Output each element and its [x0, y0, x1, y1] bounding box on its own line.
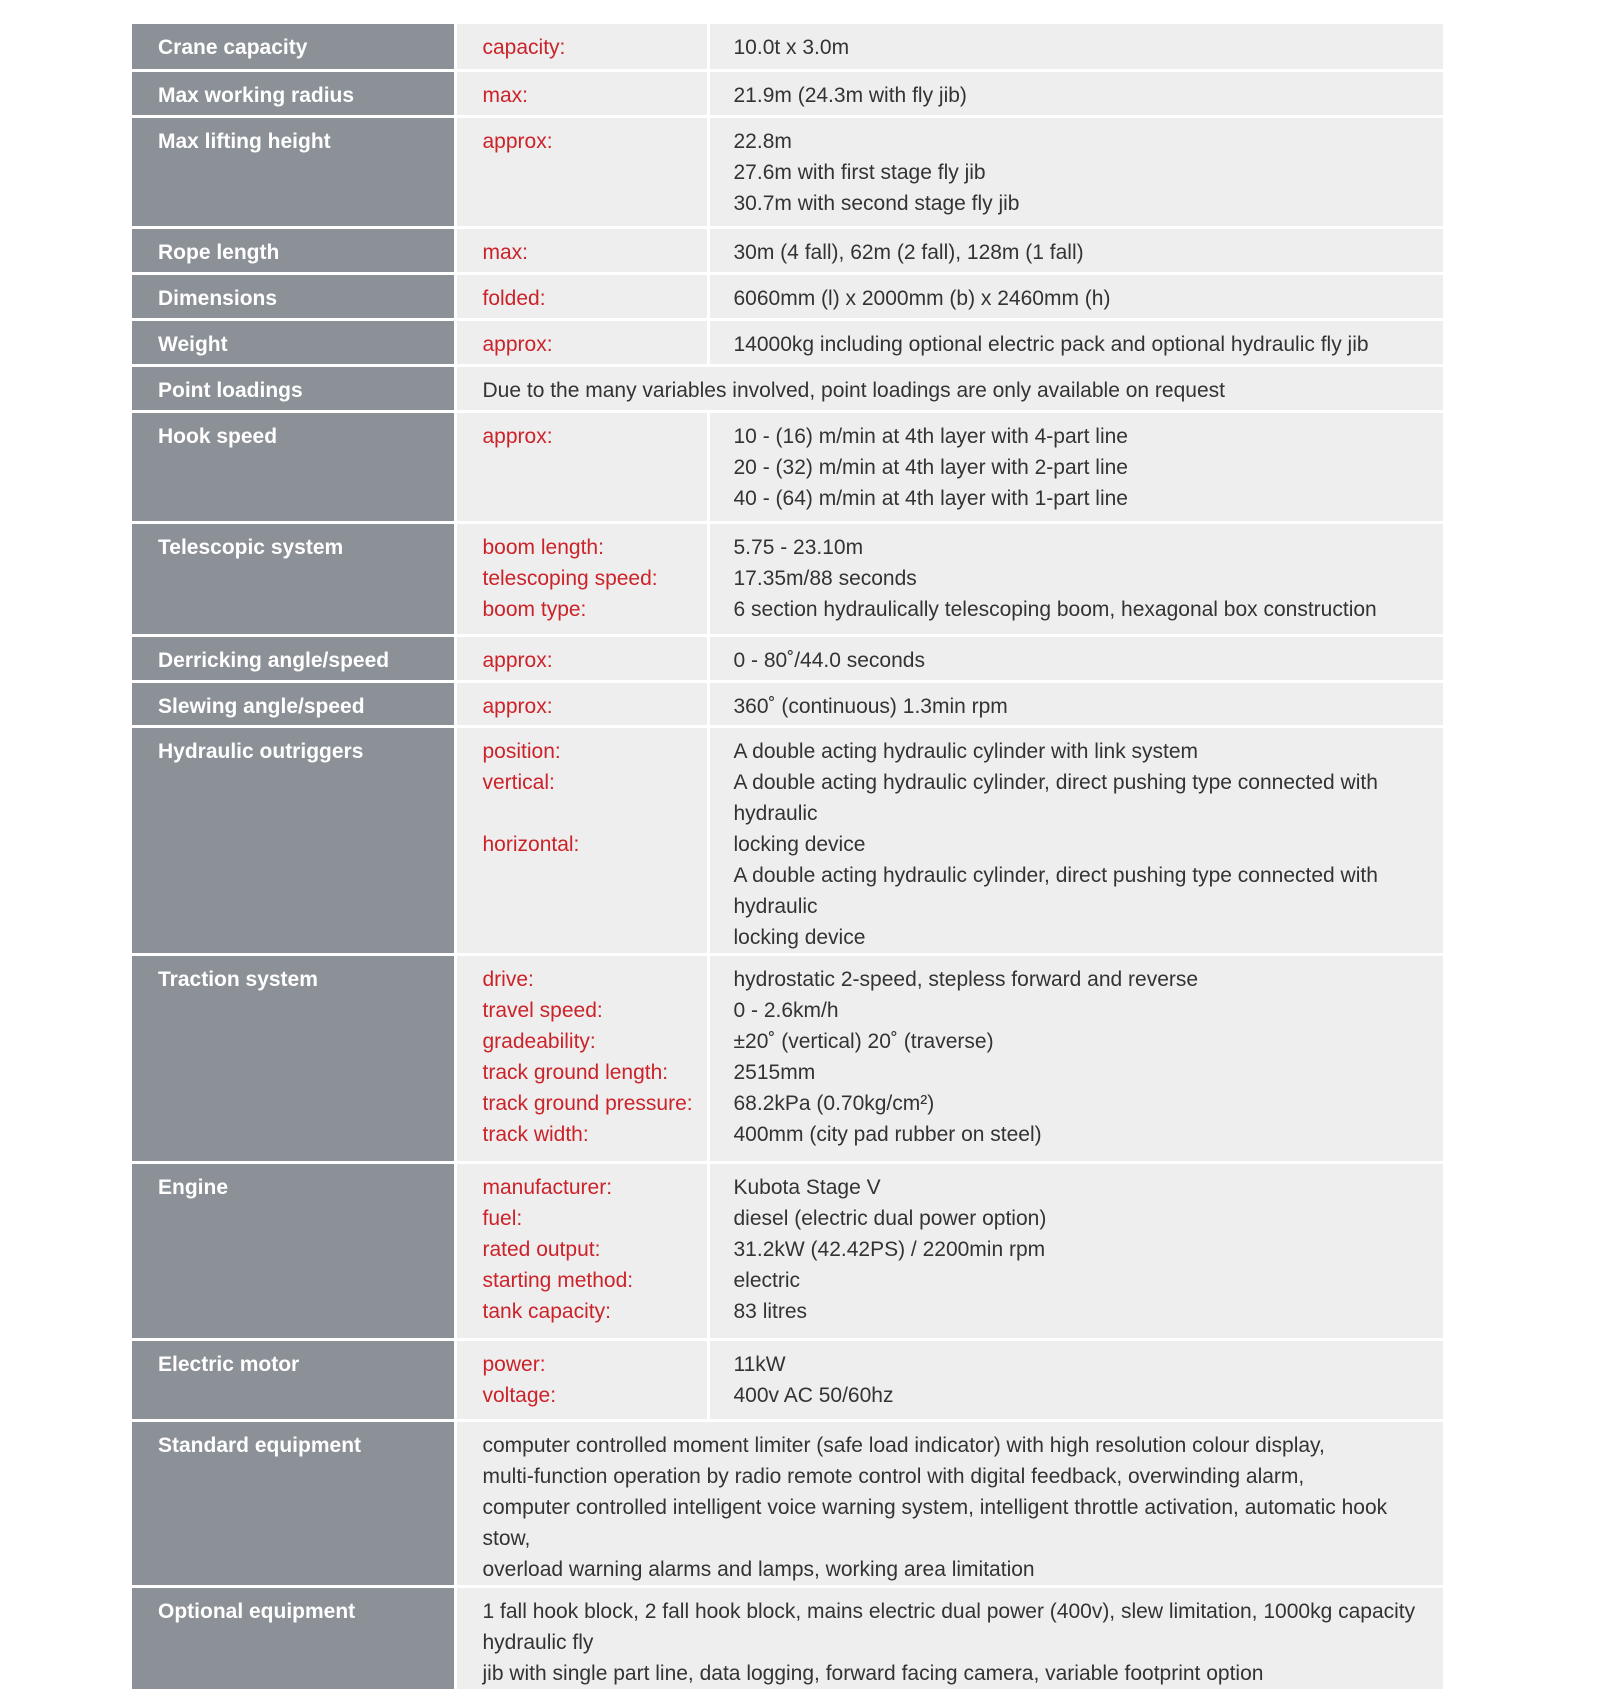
spec-value: 6060mm (l) x 2000mm (b) x 2460mm (h) — [733, 286, 1111, 310]
spec-label-cell — [455, 24, 708, 70]
spec-value-cell — [708, 1162, 1443, 1339]
spec-value: 40 - (64) m/min at 4th layer with 1-part line — [733, 486, 1128, 510]
spec-label: drive: — [482, 967, 534, 991]
spec-label: max: — [482, 83, 529, 107]
spec-heading: Max lifting height — [132, 116, 455, 227]
spec-heading: Hook speed — [132, 411, 455, 522]
spec-row — [132, 726, 1443, 954]
spec-value-line: computer controlled moment limiter (safe load indicator) with high resolution colour display, — [482, 1433, 1325, 1457]
spec-value-cell — [708, 116, 1443, 227]
spec-value-line: overload warning alarms and lamps, working area limitation — [482, 1557, 1035, 1581]
spec-label-cell — [455, 116, 708, 227]
spec-row — [132, 24, 1443, 70]
spec-heading: Crane capacity — [132, 24, 455, 70]
spec-label: horizontal: — [482, 832, 580, 856]
spec-label: track ground pressure: — [482, 1091, 693, 1115]
spec-row — [132, 273, 1443, 319]
spec-value: 360˚ (continuous) 1.3min rpm — [733, 694, 1008, 718]
spec-label: position: — [482, 739, 561, 763]
spec-row — [132, 522, 1443, 635]
spec-label: boom length: — [482, 535, 604, 559]
spec-label: folded: — [482, 286, 546, 310]
spec-row — [132, 681, 1443, 726]
spec-value-line: 1 fall hook block, 2 fall hook block, mains electric dual power (400v), slew limitation, 1000kg capacity hydraulic fly — [482, 1599, 1416, 1654]
spec-row — [132, 70, 1443, 116]
spec-label: power: — [482, 1352, 546, 1376]
spec-table-body — [132, 24, 1443, 1690]
spec-table — [132, 24, 1443, 1692]
spec-row — [132, 1586, 1443, 1690]
spec-heading: Derricking angle/speed — [132, 635, 455, 681]
spec-value: locking device — [733, 925, 866, 949]
spec-label: rated output: — [482, 1237, 601, 1261]
spec-value-cell — [708, 681, 1443, 726]
spec-value-line: multi-function operation by radio remote control with digital feedback, overwinding alarm, — [482, 1464, 1305, 1488]
spec-value-cell — [708, 726, 1443, 954]
spec-heading: Slewing angle/speed — [132, 681, 455, 726]
spec-value-line: jib with single part line, data logging, forward facing camera, variable footprint option — [482, 1661, 1264, 1685]
spec-label: approx: — [482, 424, 553, 448]
spec-value: 83 litres — [733, 1299, 808, 1323]
spec-label: approx: — [482, 129, 553, 153]
spec-value: 2515mm — [733, 1060, 816, 1084]
spec-value: 68.2kPa (0.70kg/cm²) — [733, 1091, 935, 1115]
spec-label: voltage: — [482, 1383, 557, 1407]
spec-heading: Engine — [132, 1162, 455, 1339]
spec-heading: Dimensions — [132, 273, 455, 319]
spec-value: 27.6m with first stage fly jib — [733, 160, 986, 184]
spec-label-cell — [455, 1162, 708, 1339]
spec-row — [132, 1420, 1443, 1586]
spec-value: 10 - (16) m/min at 4th layer with 4-part line — [733, 424, 1128, 448]
spec-value: 400mm (city pad rubber on steel) — [733, 1122, 1042, 1146]
spec-value: A double acting hydraulic cylinder, direct pushing type connected with hydraulic — [733, 770, 1378, 825]
spec-value-cell — [708, 319, 1443, 365]
spec-value-cell — [708, 70, 1443, 116]
spec-label-cell — [455, 1339, 708, 1420]
spec-label-cell — [455, 635, 708, 681]
spec-row — [132, 1339, 1443, 1420]
spec-label: capacity: — [482, 36, 566, 59]
spec-row — [132, 1162, 1443, 1339]
spec-heading: Max working radius — [132, 70, 455, 116]
spec-value: A double acting hydraulic cylinder with link system — [733, 739, 1199, 763]
spec-heading: Hydraulic outriggers — [132, 726, 455, 954]
spec-label-cell — [455, 954, 708, 1162]
spec-value-cell — [708, 1339, 1443, 1420]
spec-heading: Telescopic system — [132, 522, 455, 635]
spec-value-cell — [708, 411, 1443, 522]
spec-value: 11kW — [733, 1352, 786, 1376]
spec-label: boom type: — [482, 597, 587, 621]
spec-value: diesel (electric dual power option) — [733, 1206, 1047, 1230]
spec-row — [132, 635, 1443, 681]
spec-label-cell — [455, 70, 708, 116]
spec-label-cell — [455, 726, 708, 954]
spec-label: manufacturer: — [482, 1175, 613, 1199]
spec-value: 30.7m with second stage fly jib — [733, 191, 1020, 215]
spec-value: 10.0t x 3.0m — [733, 36, 850, 59]
spec-full-value — [455, 1586, 1443, 1690]
spec-label: approx: — [482, 648, 553, 672]
spec-label-cell — [455, 411, 708, 522]
spec-value: 400v AC 50/60hz — [733, 1383, 894, 1407]
spec-label: fuel: — [482, 1206, 523, 1230]
spec-label — [483, 860, 707, 891]
spec-heading: Optional equipment — [132, 1586, 455, 1690]
spec-value-line: computer controlled intelligent voice warning system, intelligent throttle activation, automatic hook stow, — [482, 1495, 1388, 1550]
spec-heading: Standard equipment — [132, 1420, 455, 1586]
spec-value: A double acting hydraulic cylinder, direct pushing type connected with hydraulic — [733, 863, 1378, 918]
spec-value: 0 - 80˚/44.0 seconds — [733, 648, 925, 672]
spec-row — [132, 319, 1443, 365]
spec-value: 6 section hydraulically telescoping boom, hexagonal box construction — [733, 597, 1377, 621]
spec-row — [132, 365, 1443, 411]
spec-value-cell — [708, 273, 1443, 319]
spec-label: approx: — [482, 332, 553, 356]
spec-label-cell — [455, 227, 708, 273]
spec-value-cell — [708, 635, 1443, 681]
spec-value: 31.2kW (42.42PS) / 2200min rpm — [733, 1237, 1046, 1261]
spec-label: gradeability: — [482, 1029, 596, 1053]
spec-heading: Point loadings — [132, 365, 455, 411]
spec-label: starting method: — [482, 1268, 634, 1292]
spec-full-value — [455, 1420, 1443, 1586]
spec-value: 30m (4 fall), 62m (2 fall), 128m (1 fall) — [733, 240, 1084, 264]
spec-value: ±20˚ (vertical) 20˚ (traverse) — [733, 1029, 994, 1053]
spec-value: 20 - (32) m/min at 4th layer with 2-part line — [733, 455, 1128, 479]
spec-value-cell — [708, 954, 1443, 1162]
spec-row — [132, 411, 1443, 522]
spec-label-cell — [455, 681, 708, 726]
spec-label: track width: — [482, 1122, 589, 1146]
spec-label-cell — [455, 522, 708, 635]
spec-heading: Traction system — [132, 954, 455, 1162]
spec-label: approx: — [482, 694, 553, 718]
spec-value-cell — [708, 522, 1443, 635]
spec-full-value: Due to the many variables involved, point loadings are only available on request — [455, 365, 1443, 411]
spec-value: 17.35m/88 seconds — [733, 566, 917, 590]
spec-heading: Weight — [132, 319, 455, 365]
spec-value: Kubota Stage V — [733, 1175, 881, 1199]
spec-label — [483, 798, 707, 829]
spec-heading: Rope length — [132, 227, 455, 273]
spec-value: 21.9m (24.3m with fly jib) — [733, 83, 967, 107]
spec-value: electric — [733, 1268, 801, 1292]
spec-value: 22.8m — [733, 129, 792, 153]
spec-row — [132, 227, 1443, 273]
spec-label: vertical: — [482, 770, 555, 794]
spec-label-cell — [455, 319, 708, 365]
spec-label: telescoping speed: — [482, 566, 658, 590]
spec-value: 14000kg including optional electric pack and optional hydraulic fly jib — [733, 332, 1369, 356]
spec-row — [132, 116, 1443, 227]
spec-value: hydrostatic 2-speed, stepless forward and reverse — [733, 967, 1199, 991]
spec-row — [132, 954, 1443, 1162]
spec-label: track ground length: — [482, 1060, 669, 1084]
spec-value: 0 - 2.6km/h — [733, 998, 839, 1022]
spec-label-cell — [455, 273, 708, 319]
spec-label: tank capacity: — [482, 1299, 611, 1323]
spec-value: locking device — [733, 832, 866, 856]
spec-value: 5.75 - 23.10m — [733, 535, 864, 559]
spec-value-cell — [708, 24, 1443, 70]
spec-heading: Electric motor — [132, 1339, 455, 1420]
spec-value-cell — [708, 227, 1443, 273]
spec-label: max: — [482, 240, 529, 264]
spec-label: travel speed: — [482, 998, 603, 1022]
